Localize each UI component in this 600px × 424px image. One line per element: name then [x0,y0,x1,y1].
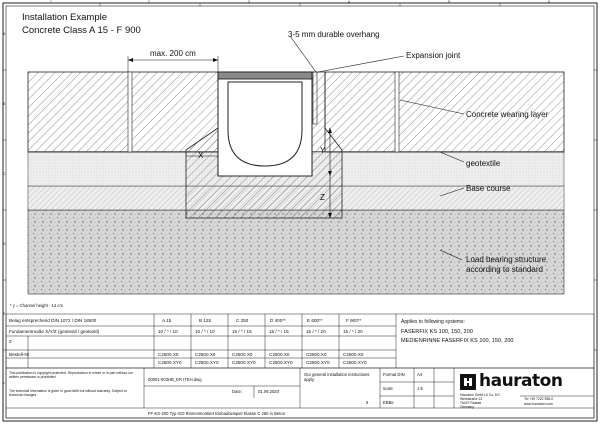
dims-a15: 10 / * / 10 [158,329,178,334]
leader-overhang [290,36,316,72]
install-note: Our general installation instructions apply. [304,372,370,382]
channel-invert [228,82,302,166]
expansion-joint-left [128,72,132,152]
dim-z-label: Z [320,193,325,202]
load-bearing-label-1: Load bearing structure [466,255,547,264]
applies-system-2: MEDIENRINNE FASERFIX KS 100, 150, 200 [401,338,514,344]
art-b-a15: C2500.XY0 [158,360,182,365]
revision: 6 [366,400,369,405]
disclaimer-2: The technical information is given in good faith but without warranty. Subject to technical changes. [9,389,127,397]
hauraton-logo-text: hauraton [479,371,563,391]
drawn-by: EBBe [383,400,394,405]
format-value: A4 [417,372,423,377]
overhang-label: 3-5 mm durable overhang [288,30,380,39]
art-b-d400: C2500.XY0 [269,360,293,365]
website: www.hauraton.com [524,402,553,406]
art-a-f900: C2500.X0 [343,352,364,357]
scale-value: 1:5 [417,386,423,391]
dims-e600: 15 / * / 20 [306,329,326,334]
class-c250: C 250 [236,318,249,323]
grid-col-1: 1 [50,0,52,4]
dims-f900: 15 / * / 20 [343,329,363,334]
dim-x-label: X [198,151,204,160]
channel-grating [218,72,312,79]
table-row2-label: Fundamentmaße X/Y/Z (geotextil / geotextil) [9,329,100,334]
class-a15: A 15 [162,318,172,323]
art-a-e600: C2500.X0 [306,352,327,357]
drawing-number: 00001-003HB_ER ITEH.dwg [148,377,202,382]
class-d400: D 400** [270,318,286,323]
base-course-label: Base course [466,184,511,193]
format-label: Format DIN [383,372,405,377]
art-a-c250: C2500.X0 [232,352,253,357]
disclaimer-1: This publication is copyright protected. Reproduction in whole or in part without our written permission is prohibited. [9,371,134,379]
bottom-title: FF-KS-200 Typ 010 Rinnenmontiert Einbaubeispiel Klasse C 250 in Beton [148,411,286,416]
load-bearing-label-2: according to standard [466,265,543,274]
art-a-a15: C2500.X0 [158,352,179,357]
applies-title: Applies to following systems: [401,319,465,325]
max-width-label: max. 200 cm [150,49,196,58]
dims-b125: 10 / * / 10 [195,329,215,334]
art-b-c250: C2500.XY0 [232,360,256,365]
art-b-f900: C2500.XY0 [343,360,367,365]
grid-row-f: F [3,382,6,386]
table-row3-label: Z [9,339,12,344]
grid-col-5: 5 [448,0,450,4]
hauraton-logo-icon [460,374,476,390]
expansion-joint-label: Expansion joint [406,51,461,60]
class-e600: E 600** [307,318,323,323]
class-f900: F 900** [346,318,362,323]
leader-expansion-joint [318,56,404,72]
date-value: 01.09.2020 [258,389,279,394]
dim-y-label: Y [320,146,326,155]
geotextile-label: geotextile [466,159,501,168]
table-row4-label: Bestell-Nr. [9,352,31,357]
title-line-1: Installation Example [22,12,108,23]
grid-col-6: 6 [548,0,550,4]
footnote: * y = Channel height - 14 cm [10,303,63,308]
art-a-b125: C2500.X0 [195,352,216,357]
grid-col-4: 4 [348,0,350,4]
address-3: 76437 Rastatt [460,401,482,405]
table-row1-label: Belag entsprechend DIN 1072 / DIN 18500 [9,318,97,323]
expansion-joint-right [395,72,399,152]
address-2: Werkstraße 13 [460,397,483,401]
grid-row-a: A [3,32,6,36]
concrete-wearing-label: Concrete wearing layer [466,110,549,119]
dims-c250: 15 / * / 15 [232,329,252,334]
concrete-layer-left [28,72,218,152]
dims-d400: 15 / * / 15 [269,329,289,334]
title-line-2: Concrete Class A 15 - F 900 [22,25,141,36]
class-b125: B 125 [199,318,212,323]
telephone: Tel +49 7222 958-0 [524,397,554,401]
grid-row-e: E [3,312,6,316]
grid-row-c: C [3,172,6,176]
applies-system-1: FASERFIX KS 100, 150, 200 [401,329,473,335]
scale-label: scale [383,386,393,391]
address-1: Hauraton GmbH & Co. KG [460,393,500,397]
load-bearing-layer [28,210,564,294]
art-b-b125: C2500.XY0 [195,360,219,365]
grid-col-3: 3 [248,0,250,4]
art-b-e600: C2500.XY0 [306,360,330,365]
grid-col-2: 2 [148,0,150,4]
grid-row-b: B [3,102,6,106]
address-4: Germany [460,405,474,409]
grid-row-d: D [3,242,6,246]
art-a-d400: C2500.X0 [269,352,290,357]
date-label: Date: [232,389,243,394]
